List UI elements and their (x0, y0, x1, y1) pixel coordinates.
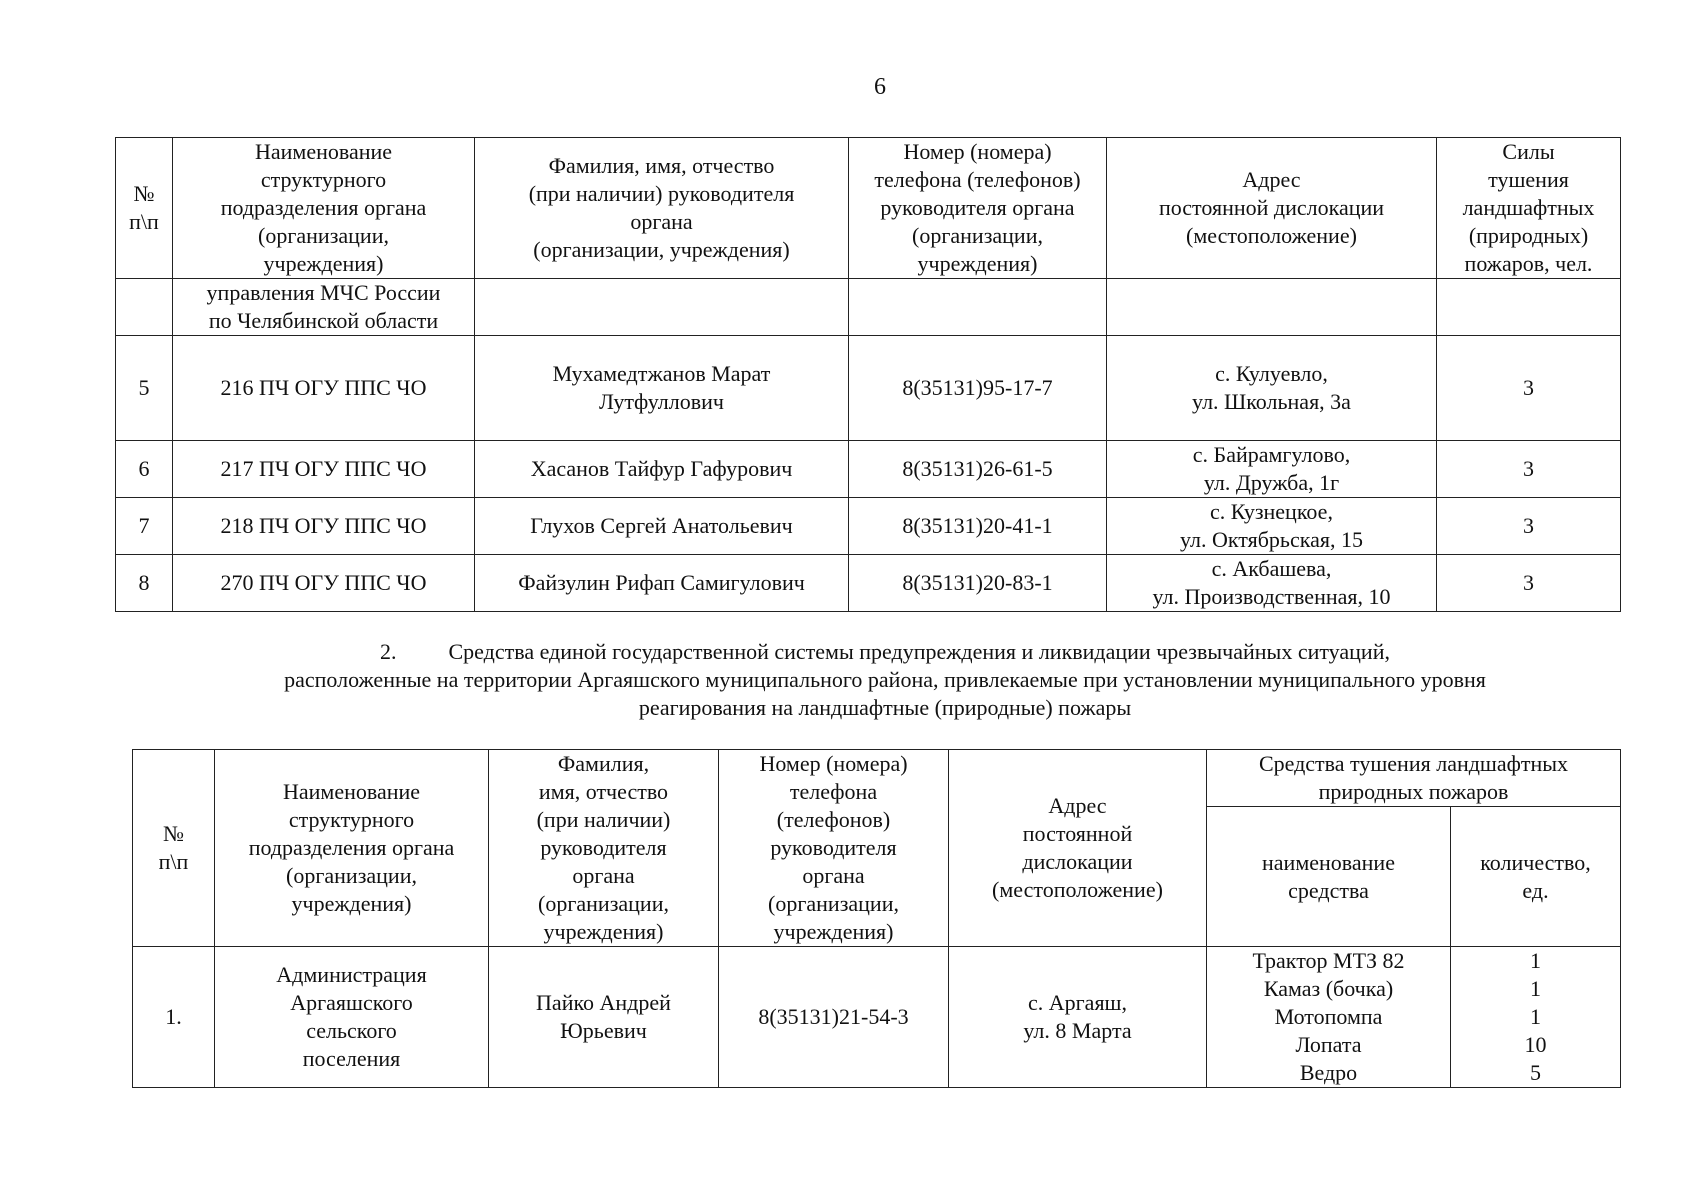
header-cell-address (1107, 138, 1437, 279)
header-line: постоянной дислокации (1158, 195, 1385, 220)
header-line: органа (802, 863, 865, 888)
cell-line: управления МЧС России (206, 280, 441, 305)
unit-name: 217 ПЧ ОГУ ППС ЧО (173, 441, 475, 498)
header-line: Наименование (254, 139, 393, 164)
forces-table (115, 137, 1621, 612)
table-row (133, 947, 1621, 1088)
section-number: 2. (380, 639, 397, 664)
header-line: средства (1288, 877, 1369, 903)
table-header-row (116, 138, 1621, 279)
header-cell-means-group (1207, 750, 1621, 807)
table-cell (475, 279, 849, 336)
means-names (1207, 947, 1451, 1088)
means-name: Мотопомпа (1274, 1004, 1383, 1029)
means-table (132, 749, 1621, 1088)
header-cell-number (133, 750, 215, 947)
header-line: телефона (789, 779, 878, 804)
means-qty: 1 (1530, 976, 1541, 1001)
address (949, 947, 1207, 1088)
means-name: Трактор МТЗ 82 (1252, 948, 1405, 973)
header-line: Номер (номера) (759, 751, 908, 776)
header-line: наименование (1262, 849, 1395, 875)
means-name: Камаз (бочка) (1263, 976, 1394, 1001)
unit-name: 270 ПЧ ОГУ ППС ЧО (173, 555, 475, 612)
section-heading-line: расположенные на территории Аргаяшского муниципального района, привлекаемые при установлении муниципального уровня (284, 667, 1486, 692)
row-number: 1. (133, 947, 215, 1088)
header-cell-means-name (1207, 807, 1451, 947)
means-qty: 1 (1530, 1004, 1541, 1029)
cell-line: ул. Октябрьская, 15 (1180, 527, 1363, 552)
header-cell-head (489, 750, 719, 947)
header-line: руководителя (540, 835, 667, 860)
table-cell (173, 279, 475, 336)
means-quantities (1451, 947, 1621, 1088)
table-header-row (133, 750, 1621, 807)
continuation-row (116, 279, 1621, 336)
header-line: природных пожаров (1318, 779, 1509, 804)
header-line: учреждения) (917, 251, 1038, 276)
header-line: органа (630, 209, 693, 234)
cell-line: Администрация (276, 962, 427, 987)
head-name: Файзулин Рифап Самигулович (475, 555, 849, 612)
header-line: учреждения) (263, 251, 384, 276)
header-line: количество, (1480, 849, 1591, 875)
cell-line: Лутфуллович (599, 389, 724, 414)
table-row (116, 336, 1621, 441)
header-line: учреждения) (543, 919, 664, 944)
head-name: Глухов Сергей Анатольевич (475, 498, 849, 555)
cell-line: ул. Производственная, 10 (1152, 584, 1391, 609)
head-name: Хасанов Тайфур Гафурович (475, 441, 849, 498)
header-line: Фамилия, имя, отчество (548, 153, 775, 178)
header-cell-address (949, 750, 1207, 947)
section-title-line: Средства единой государственной системы предупреждения и ликвидации чрезвычайных ситуаций, (448, 639, 1390, 664)
header-line: (телефонов) (776, 807, 891, 832)
phone-number: 8(35131)20-41-1 (849, 498, 1107, 555)
cell-line: с. Акбашева, (1211, 556, 1332, 581)
header-line: Силы (1502, 139, 1555, 164)
table-cell (1437, 279, 1621, 336)
table-cell (849, 279, 1107, 336)
table-cell (116, 279, 173, 336)
header-line: структурного (260, 167, 387, 192)
header-cell-unit (173, 138, 475, 279)
header-line: п\п (158, 849, 189, 874)
header-line: № (133, 181, 155, 206)
table-row (116, 441, 1621, 498)
header-line: (при наличии) (536, 807, 671, 832)
forces-count: 3 (1437, 498, 1621, 555)
cell-line: сельского (306, 1018, 397, 1043)
row-number: 7 (116, 498, 173, 555)
header-line: Средства тушения ландшафтных (1258, 751, 1569, 776)
forces-count: 3 (1437, 336, 1621, 441)
header-line: (местоположение) (1186, 223, 1357, 248)
cell-line: ул. Дружба, 1г (1203, 470, 1340, 495)
phone-number: 8(35131)20-83-1 (849, 555, 1107, 612)
header-line: руководителя (770, 835, 897, 860)
table-row (116, 498, 1621, 555)
cell-line: поселения (302, 1046, 401, 1071)
address (1107, 498, 1437, 555)
forces-count: 3 (1437, 555, 1621, 612)
header-line: учреждения) (773, 919, 894, 944)
header-line: Фамилия, (557, 751, 650, 776)
phone-number: 8(35131)26-61-5 (849, 441, 1107, 498)
head-name (475, 336, 849, 441)
header-line: ед. (1522, 877, 1549, 903)
header-cell-phone (719, 750, 949, 947)
header-line: № (163, 821, 184, 846)
section-heading (115, 638, 1655, 722)
header-line: (природных) (1468, 223, 1589, 248)
row-number: 5 (116, 336, 173, 441)
header-cell-means-qty (1451, 807, 1621, 947)
address (1107, 555, 1437, 612)
header-line: (организации, (258, 223, 389, 248)
table-row (116, 555, 1621, 612)
cell-line: с. Кулуевло, (1215, 361, 1328, 386)
header-line: пожаров, чел. (1464, 251, 1593, 276)
page-number: 6 (874, 74, 886, 100)
header-line: структурного (288, 807, 415, 832)
head-name (489, 947, 719, 1088)
header-line: (при наличии) руководителя (528, 181, 795, 206)
header-line: руководителя органа (880, 195, 1075, 220)
header-line: органа (572, 863, 635, 888)
header-line: постоянной (1022, 821, 1133, 846)
section-heading-line (115, 638, 1655, 666)
address (1107, 441, 1437, 498)
header-line: имя, отчество (538, 779, 669, 804)
header-line: (местоположение) (992, 877, 1163, 902)
cell-line: ул. Школьная, 3а (1192, 389, 1351, 414)
header-line: ландшафтных (1462, 195, 1595, 220)
header-line: Наименование (282, 779, 421, 804)
header-line: Адрес (1048, 793, 1107, 818)
means-qty: 10 (1524, 1032, 1547, 1057)
row-number: 8 (116, 555, 173, 612)
header-cell-unit (215, 750, 489, 947)
header-line: Номер (номера) (903, 139, 1052, 164)
cell-line: ул. 8 Марта (1023, 1018, 1132, 1043)
section-heading-line: реагирования на ландшафтные (природные) пожары (638, 695, 1132, 720)
means-name: Ведро (1299, 1060, 1358, 1085)
cell-line: Аргаяшского (290, 990, 413, 1015)
address (1107, 336, 1437, 441)
header-line: (организации, (538, 891, 669, 916)
unit-name: 216 ПЧ ОГУ ППС ЧО (173, 336, 475, 441)
header-line: (организации, (912, 223, 1043, 248)
means-name: Лопата (1295, 1032, 1362, 1057)
unit-name (215, 947, 489, 1088)
header-cell-head (475, 138, 849, 279)
header-line: учреждения) (291, 891, 412, 916)
phone-number: 8(35131)21-54-3 (719, 947, 949, 1088)
header-line: (организации, (768, 891, 899, 916)
header-line: п\п (129, 209, 159, 234)
means-qty: 5 (1530, 1060, 1541, 1085)
cell-line: с. Байрамгулово, (1192, 442, 1351, 467)
header-cell-number (116, 138, 173, 279)
header-line: дислокации (1022, 849, 1133, 874)
header-line: Адрес (1242, 167, 1301, 192)
cell-line: Пайко Андрей (536, 990, 671, 1015)
forces-count: 3 (1437, 441, 1621, 498)
header-line: подразделения органа (248, 835, 455, 860)
phone-number: 8(35131)95-17-7 (849, 336, 1107, 441)
header-cell-forces (1437, 138, 1621, 279)
header-line: телефона (телефонов) (874, 167, 1081, 192)
header-line: (организации, (286, 863, 417, 888)
table-cell (1107, 279, 1437, 336)
header-line: (организации, учреждения) (533, 237, 790, 262)
row-number: 6 (116, 441, 173, 498)
cell-line: Мухамедтжанов Марат (552, 361, 771, 386)
cell-line: с. Кузнецкое, (1210, 499, 1333, 524)
cell-line: Юрьевич (560, 1018, 647, 1043)
cell-line: по Челябинской области (208, 308, 439, 333)
header-line: подразделения органа (220, 195, 427, 220)
header-cell-phone (849, 138, 1107, 279)
means-qty: 1 (1530, 948, 1541, 973)
cell-line: с. Аргаяш, (1028, 990, 1127, 1015)
header-line: тушения (1488, 167, 1569, 192)
unit-name: 218 ПЧ ОГУ ППС ЧО (173, 498, 475, 555)
